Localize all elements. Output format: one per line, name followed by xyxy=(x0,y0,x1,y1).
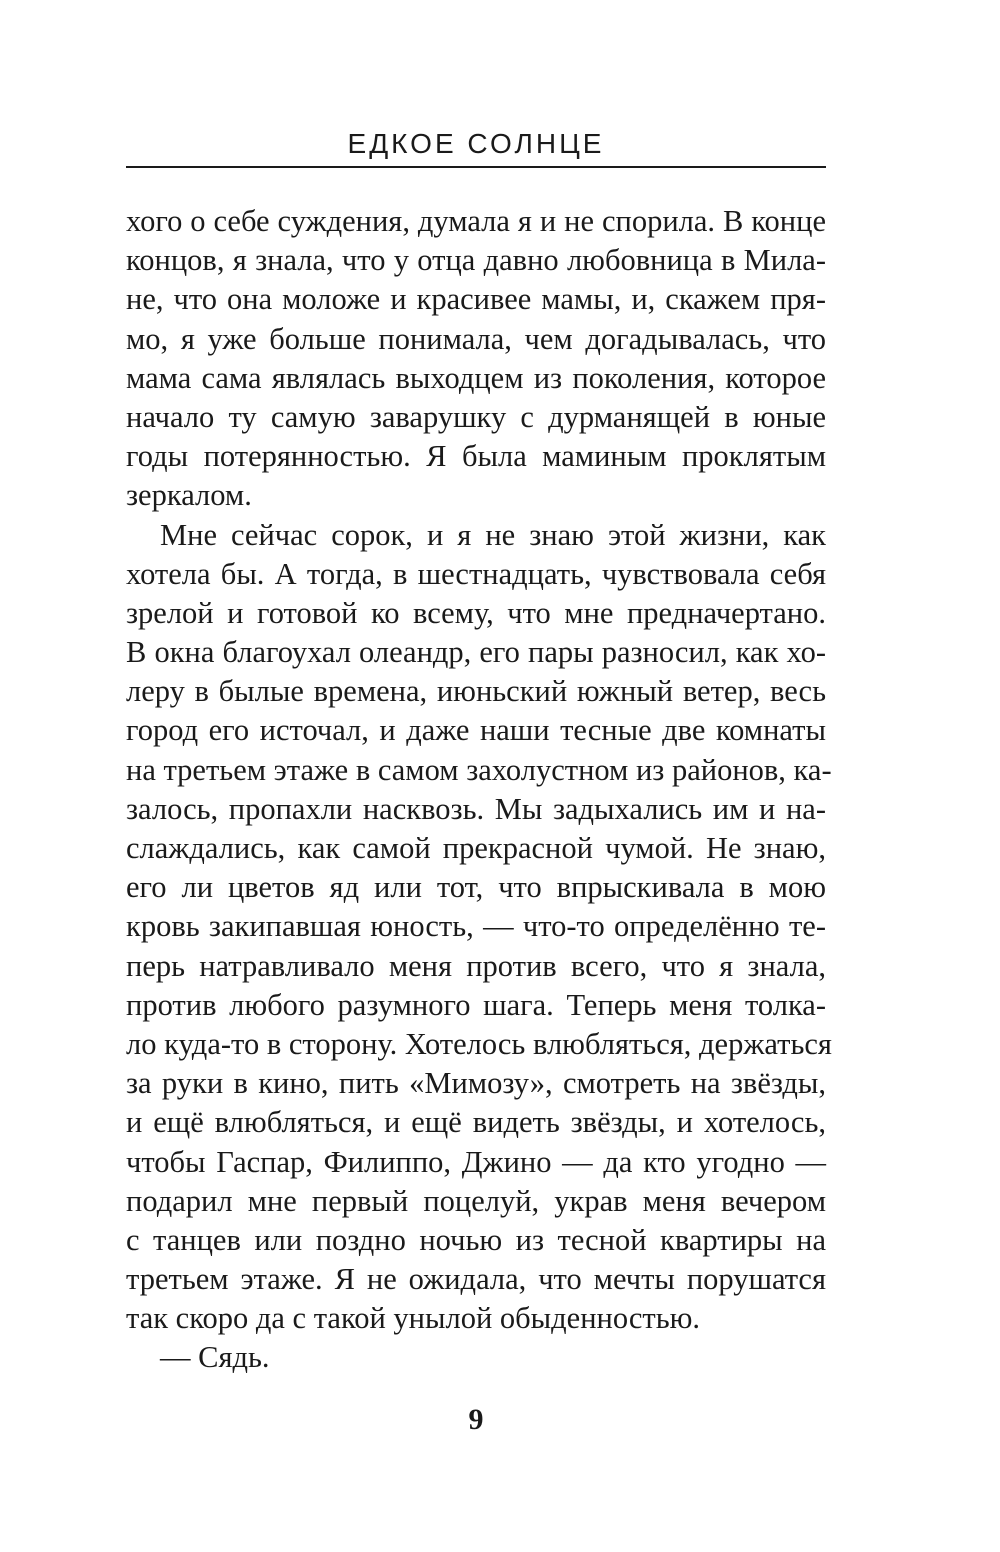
text-line: хого о себе суждения, думала я и не спорила. В конце xyxy=(126,204,826,238)
paragraph xyxy=(126,1338,826,1377)
text-line: не, что она моложе и красивее мамы, и, скажем пря- xyxy=(126,282,826,317)
text-line: концов, я знала, что у отца давно любовница в Мила- xyxy=(126,243,826,278)
text-line: перь натравливало меня против всего, что я знала, xyxy=(126,948,826,983)
text-line: хотела бы. А тогда, в шестнадцать, чувствовала себя xyxy=(126,556,826,591)
text-line: начало ту самую заварушку с дурманящей в юные xyxy=(126,399,826,434)
body-text xyxy=(126,202,832,1378)
text-line: зрелой и готовой ко всему, что мне предначертано. xyxy=(126,595,826,630)
text-line: мо, я уже больше понимала, чем догадывалась, что xyxy=(126,321,826,356)
text-line: чтобы Гаспар, Филиппо, Джино — да кто угодно — xyxy=(126,1144,826,1179)
running-title: ЕДКОЕ СОЛНЦЕ xyxy=(347,128,605,159)
text-line: третьем этаже. Я не ожидала, что мечты порушатся xyxy=(126,1262,826,1297)
text-line: годы потерянностью. Я была маминым проклятым xyxy=(126,439,826,474)
text-line: мама сама являлась выходцем из поколения, которое xyxy=(126,360,826,395)
text-line: на третьем этаже в самом захолустном из районов, ка- xyxy=(126,752,832,787)
text-line: зеркалом. xyxy=(126,478,252,513)
text-line: его ли цветов яд или тот, что впрыскивала в мою xyxy=(126,870,826,905)
text-line: леру в былые времена, июньский южный ветер, весь xyxy=(126,674,826,709)
text-line: слаждались, как самой прекрасной чумой. Не знаю, xyxy=(126,831,826,865)
paragraph xyxy=(126,516,832,1339)
text-line: В окна благоухал олеандр, его пары разносил, как хо- xyxy=(126,635,826,670)
text-line: — Сядь. xyxy=(160,1340,270,1375)
page-number: 9 xyxy=(468,1403,484,1436)
text-line: так скоро да с такой унылой обыденностью. xyxy=(126,1301,701,1336)
text-line: город его источал, и даже наши тесные две комнаты xyxy=(126,713,826,748)
text-line: против любого разумного шага. Теперь меня толка- xyxy=(126,987,826,1022)
text-line: и ещё влюбляться, и ещё видеть звёзды, и хотелось, xyxy=(126,1105,826,1140)
text-line: Мне сейчас сорок, и я не знаю этой жизни, как xyxy=(160,517,826,552)
text-line: за руки в кино, пить «Мимозу», смотреть на звёзды, xyxy=(126,1066,826,1101)
text-line: с танцев или поздно ночью из тесной квартиры на xyxy=(126,1222,826,1257)
header-rule xyxy=(126,166,826,168)
text-line: подарил мне первый поцелуй, украв меня вечером xyxy=(126,1183,826,1218)
text-line: ло куда-то в сторону. Хотелось влюбляться, держаться xyxy=(126,1026,832,1061)
paragraph xyxy=(126,202,826,516)
text-line: залось, пропахли насквозь. Мы задыхались им и на- xyxy=(126,791,826,826)
text-line: кровь закипавшая юность, — что-то определённо те- xyxy=(126,909,826,944)
